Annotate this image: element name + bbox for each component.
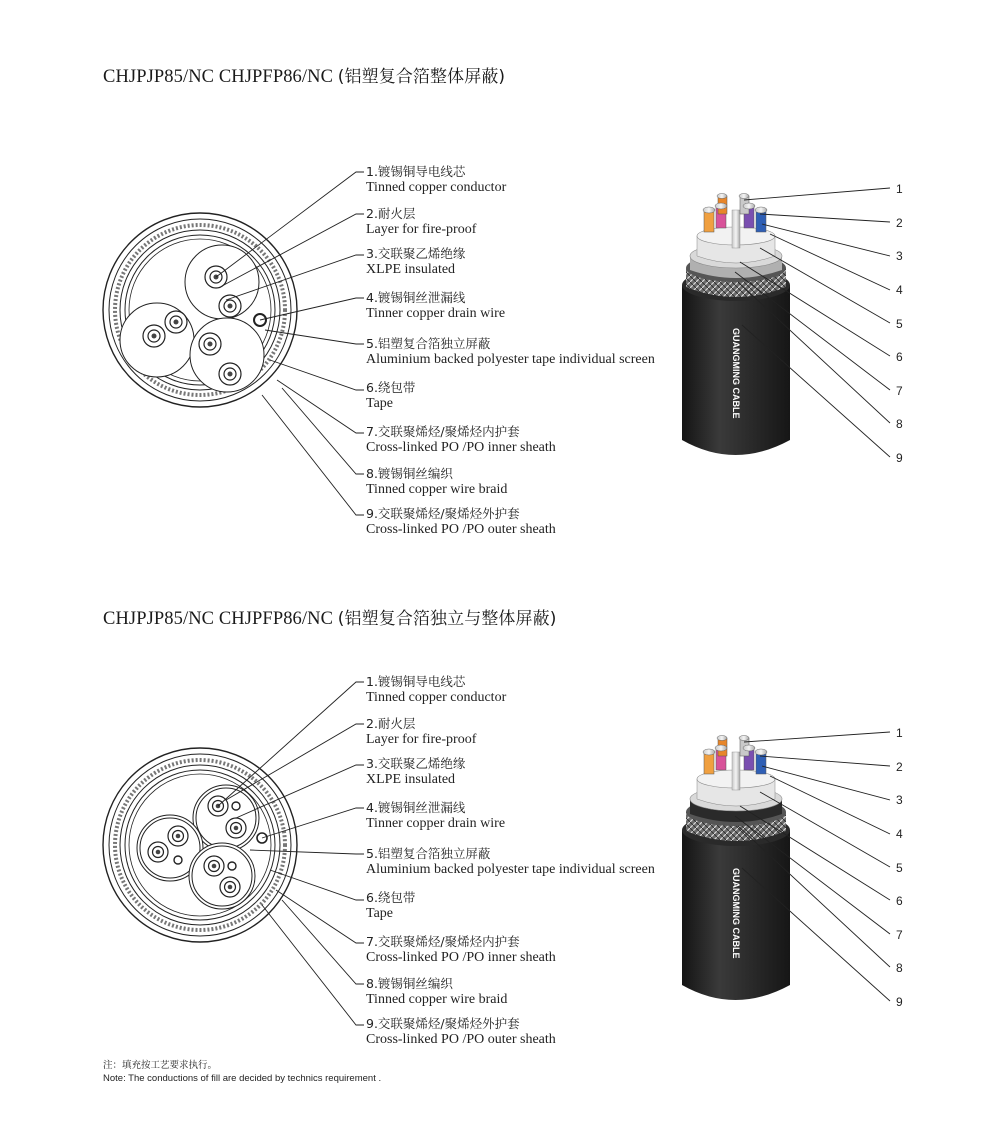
callout-number-7: 7	[896, 384, 903, 398]
layer-label-8: 8.镀锡铜丝编织 Tinned copper wire braid	[366, 466, 508, 497]
layer-label-3: 3.交联聚乙烯绝缘 XLPE insulated	[366, 756, 466, 787]
callout-number-4: 4	[896, 827, 903, 841]
layer-label-1: 1.镀锡铜导电线芯 Tinned copper conductor	[366, 674, 507, 705]
layer-label-5: 5.铝塑复合箔独立屏蔽 Aluminium backed polyester tape individual screen	[366, 336, 655, 367]
layer-label-6: 6.绕包带 Tape	[366, 380, 416, 411]
layer-label-4: 4.镀锡铜丝泄漏线 Tinner copper drain wire	[366, 290, 506, 321]
layer-label-4: 4.镀锡铜丝泄漏线 Tinner copper drain wire	[366, 800, 506, 831]
layer-label-5: 5.铝塑复合箔独立屏蔽 Aluminium backed polyester tape individual screen	[366, 846, 655, 877]
footnote-cn: 注：填充按工艺要求执行。	[103, 1060, 218, 1071]
layer-label-2: 2.耐火层 Layer for fire-proof	[366, 206, 477, 237]
callout-number-9: 9	[896, 995, 903, 1009]
callout-number-2: 2	[896, 760, 903, 774]
section-2-title-en: CHJPJP85/NC CHJPFP86/NC	[103, 609, 334, 629]
callout-number-8: 8	[896, 417, 903, 431]
callout-number-5: 5	[896, 317, 903, 331]
section-1-title-en: CHJPJP85/NC CHJPFP86/NC	[103, 67, 334, 87]
brand-text: GUANGMING CABLE	[731, 868, 741, 959]
section-1-cable-illustration	[682, 194, 790, 456]
callout-number-2: 2	[896, 216, 903, 230]
callout-number-8: 8	[896, 961, 903, 975]
section-1-cross-section	[103, 213, 297, 407]
section-1-title-cn: (铝塑复合箔整体屏蔽)	[337, 67, 506, 87]
layer-label-7: 7.交联聚烯烃/聚烯烃内护套 Cross-linked PO /PO inner sheath	[366, 934, 556, 965]
layer-label-9: 9.交联聚烯烃/聚烯烃外护套 Cross-linked PO /PO outer sheath	[366, 1016, 556, 1047]
layer-label-9: 9.交联聚烯烃/聚烯烃外护套 Cross-linked PO /PO outer sheath	[366, 506, 556, 537]
layer-label-1: 1.镀锡铜导电线芯 Tinned copper conductor	[366, 164, 507, 195]
layer-label-6: 6.绕包带 Tape	[366, 890, 416, 921]
callout-number-1: 1	[896, 182, 903, 196]
callout-number-3: 3	[896, 793, 903, 807]
footnote-en: Note: The conductions of fill are decided by technics requirement .	[103, 1073, 382, 1084]
callout-number-4: 4	[896, 283, 903, 297]
layer-label-3: 3.交联聚乙烯绝缘 XLPE insulated	[366, 246, 466, 277]
callout-number-1: 1	[896, 726, 903, 740]
callout-number-6: 6	[896, 350, 903, 364]
footnote	[103, 1059, 381, 1085]
layer-label-8: 8.镀锡铜丝编织 Tinned copper wire braid	[366, 976, 508, 1007]
brand-text: GUANGMING CABLE	[731, 328, 741, 419]
layer-label-7: 7.交联聚烯烃/聚烯烃内护套 Cross-linked PO /PO inner sheath	[366, 424, 556, 455]
layer-label-2: 2.耐火层 Layer for fire-proof	[366, 716, 477, 747]
section-2-cable-illustration	[682, 736, 790, 1001]
callout-number-5: 5	[896, 861, 903, 875]
callout-number-3: 3	[896, 249, 903, 263]
section-2-title-cn: (铝塑复合箔独立与整体屏蔽)	[337, 609, 557, 629]
callout-number-9: 9	[896, 451, 903, 465]
callout-number-7: 7	[896, 928, 903, 942]
callout-number-6: 6	[896, 894, 903, 908]
